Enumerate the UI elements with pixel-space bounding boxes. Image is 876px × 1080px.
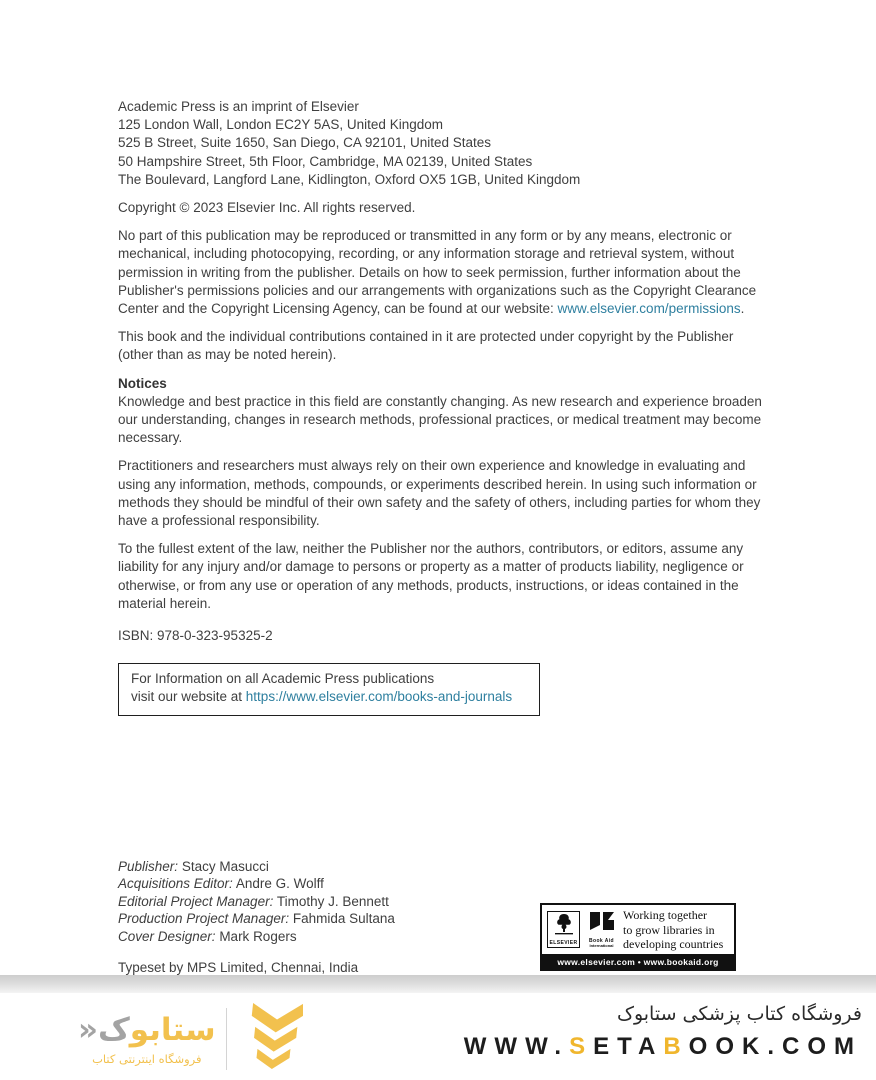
permissions-paragraph	[118, 227, 768, 318]
page-bottom-shadow	[0, 975, 876, 993]
protection-paragraph: This book and the individual contributions contained in it are protected under copyright by the Publisher (other than as may be noted herein).	[118, 329, 734, 363]
notice-paragraph-1: Knowledge and best practice in this field are constantly changing. As new research and experience broaden our understanding, changes in research methods, professional practices, or medical treatment may become necessary.	[118, 393, 762, 446]
credit-label: Cover Designer:	[118, 929, 216, 945]
footer-right-block	[464, 1001, 862, 1061]
credit-value: Andre G. Wolff	[235, 876, 324, 892]
credit-row	[118, 875, 768, 893]
bookaid-logo-label: Book Aid	[589, 938, 614, 945]
badge-tagline	[623, 908, 730, 952]
credit-row	[118, 858, 768, 876]
bookaid-logo-sublabel: International	[589, 943, 614, 949]
wordmark-yellow-part: ستابو	[129, 1011, 216, 1048]
bookaid-icon	[589, 911, 615, 939]
permissions-text-end: .	[740, 301, 745, 317]
credit-label: Production Project Manager:	[118, 911, 290, 927]
notice-paragraph-2: Practitioners and researchers must always rely on their own experience and knowledge in evaluating and using any information, methods, compounds, or experiments described herein. In using such information or methods they should be mindful of their own safety and the safety of others, including parties for whom they have a professional responsibility.	[118, 458, 761, 529]
url-segment-highlight: S	[569, 1033, 594, 1060]
credit-label: Editorial Project Manager:	[118, 893, 274, 909]
copyright-line: Copyright © 2023 Elsevier Inc. All rights reserved.	[118, 200, 416, 216]
info-box	[118, 663, 540, 715]
url-segment-highlight: B	[663, 1033, 689, 1060]
credit-label: Publisher:	[118, 858, 179, 874]
credit-value: Mark Rogers	[219, 929, 297, 945]
badge-tagline-line: Working together	[623, 908, 708, 922]
credit-value: Timothy J. Bennett	[276, 893, 389, 909]
notice-paragraph-3: To the fullest extent of the law, neither the Publisher nor the authors, contributors, or editors, assume any liability for any injury and/or damage to persons or property as a matter of products liability, negligence or otherwise, or from any use or operation of any methods, products, instructions, or ideas contained in the material herein.	[118, 541, 744, 611]
imprint-line: 525 B Street, Suite 1650, San Diego, CA 92101, United States	[118, 135, 491, 151]
info-box-line-2	[131, 688, 527, 706]
credit-value: Fahmida Sultana	[292, 911, 395, 927]
permissions-link[interactable]: www.elsevier.com/permissions	[557, 301, 741, 317]
bookaid-logo	[585, 911, 618, 948]
imprint-line: Academic Press is an imprint of Elsevier	[118, 99, 359, 114]
setabook-logo-subtitle: فروشگاه اینترنتی کتاب	[92, 1051, 202, 1066]
setabook-logo	[78, 999, 303, 1078]
elsevier-logo-label: ELSEVIER	[549, 940, 578, 947]
footer-website-url[interactable]	[464, 1033, 862, 1061]
badge-tagline-line: to grow libraries in	[623, 922, 715, 937]
elsevier-bookaid-badge	[540, 903, 736, 971]
setabook-wordmark	[78, 1012, 216, 1048]
setabook-footer	[0, 993, 876, 1080]
imprint-line: The Boulevard, Langford Lane, Kidlington, Oxford OX5 1GB, United Kingdom	[118, 171, 581, 187]
notices-heading: Notices	[118, 375, 167, 391]
badge-tagline-line: developing countries	[623, 937, 724, 951]
page-content	[118, 98, 768, 977]
url-segment: WWW.	[463, 1033, 570, 1060]
url-segment: OOK.COM	[688, 1033, 862, 1060]
imprint-line: 125 London Wall, London EC2Y 5AS, United Kingdom	[118, 117, 443, 133]
imprint-block	[118, 98, 768, 189]
url-segment: ETA	[593, 1033, 664, 1060]
badge-url-bar: www.elsevier.com • www.bookaid.org	[542, 954, 734, 970]
chevron-emblem-icon	[237, 999, 303, 1078]
info-box-text: visit our website at	[131, 689, 246, 705]
permissions-text: No part of this publication may be reproduced or transmitted in any form or by any means, electronic or mechanical, including photocopying, recording, or any information storage and retrieval system, without permission in writing from the publisher. Details on how to seek permission, further information about the Publisher's permissions policies and our arrangements with organizations such as the Copyright Clearance Center and the Copyright Licensing Agency, can be found at our website:	[118, 228, 757, 317]
badge-top	[542, 905, 734, 954]
typeset-line: Typeset by MPS Limited, Chennai, India	[118, 959, 359, 975]
info-box-line-1: For Information on all Academic Press publications	[131, 671, 435, 687]
info-box-link[interactable]: https://www.elsevier.com/books-and-journals	[245, 689, 513, 705]
credit-label: Acquisitions Editor:	[118, 876, 233, 892]
credit-value: Stacy Masucci	[181, 858, 269, 874]
setabook-wordmark-block	[78, 1012, 216, 1066]
elsevier-tree-icon	[553, 913, 575, 941]
isbn-line: ISBN: 978-0-323-95325-2	[118, 628, 273, 644]
imprint-line: 50 Hampshire Street, 5th Floor, Cambridge, MA 02139, United States	[118, 153, 533, 169]
elsevier-logo	[547, 911, 580, 948]
wordmark-gray-part: ک«	[78, 1011, 130, 1048]
logo-divider	[226, 1008, 227, 1070]
footer-store-title: فروشگاه کتاب پزشکی ستابوک	[616, 1003, 862, 1025]
